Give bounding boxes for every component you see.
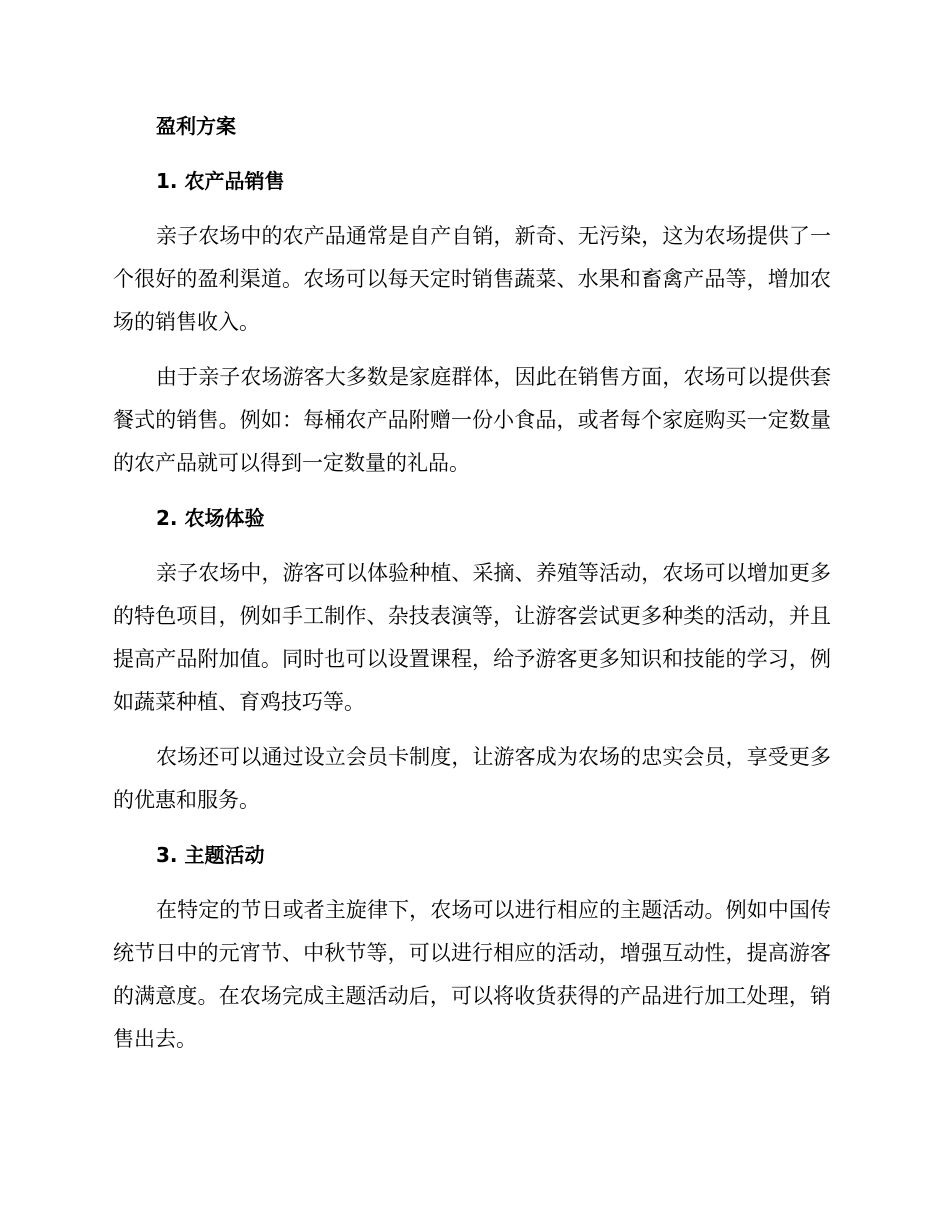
document-page [113,105,831,1073]
document-title: 盈利方案 [156,114,236,138]
section-heading-sales: 1. 农产品销售 [156,169,285,193]
paragraph: 农场还可以通过设立会员卡制度，让游客成为农场的忠实会员，享受更多的优惠和服务。 [113,745,831,812]
section-heading-experience: 2. 农场体验 [156,506,265,530]
paragraph: 由于亲子农场游客大多数是家庭群体，因此在销售方面，农场可以提供套餐式的销售。例如：每桶农产品附赠一份小食品，或者每个家庭购买一定数量的农产品就可以得到一定数量的礼品。 [113,365,831,475]
paragraph: 亲子农场中，游客可以体验种植、采摘、养殖等活动，农场可以增加更多的特色项目，例如手工制作、杂技表演等，让游客尝试更多种类的活动，并且提高产品附加值。同时也可以设置课程，给予游客更多知识和技能的学习，例如蔬菜种植、育鸡技巧等。 [113,561,831,714]
paragraph: 在特定的节日或者主旋律下，农场可以进行相应的主题活动。例如中国传统节日中的元宵节、中秋节等，可以进行相应的活动，增强互动性，提高游客的满意度。在农场完成主题活动后，可以将收货获得的产品进行加工处理，销售出去。 [113,898,831,1051]
section-heading-theme-activities: 3. 主题活动 [156,843,265,867]
paragraph: 亲子农场中的农产品通常是自产自销，新奇、无污染，这为农场提供了一个很好的盈利渠道。农场可以每天定时销售蔬菜、水果和畜禽产品等，增加农场的销售收入。 [113,224,831,334]
